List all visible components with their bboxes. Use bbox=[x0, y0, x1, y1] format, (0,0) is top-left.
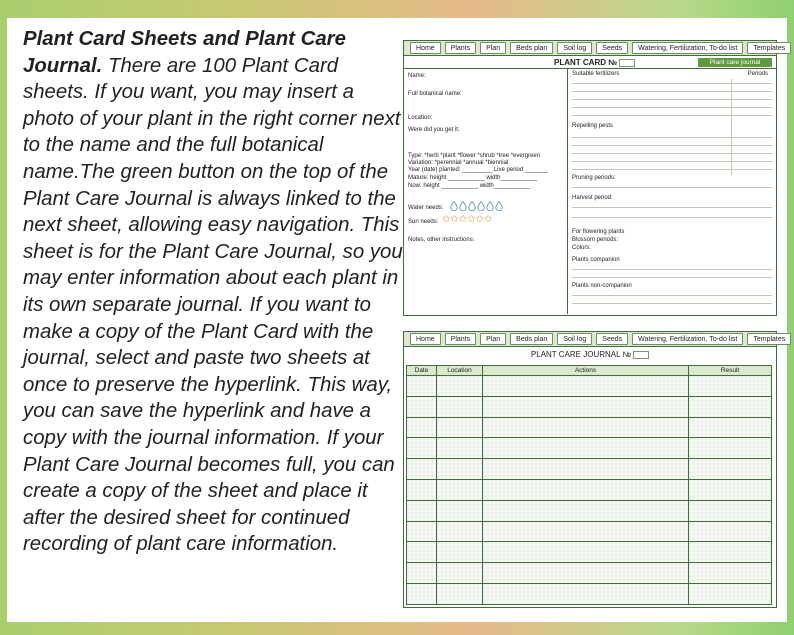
table-row bbox=[407, 459, 772, 480]
journal-header-row bbox=[407, 366, 772, 376]
nav-plan-button[interactable]: Plan bbox=[480, 42, 506, 54]
table-cell[interactable] bbox=[407, 479, 437, 500]
blossom-label: Blossom periods: bbox=[572, 237, 619, 243]
table-cell[interactable] bbox=[407, 583, 437, 604]
table-row bbox=[407, 438, 772, 459]
table-cell[interactable] bbox=[483, 563, 689, 584]
table-row bbox=[407, 563, 772, 584]
nav-bar-bottom bbox=[404, 332, 786, 347]
description-text bbox=[23, 26, 403, 558]
nav-home-button[interactable]: Home bbox=[410, 42, 441, 54]
description-heading: Plant Card Sheets and Plant Care Journal. bbox=[23, 28, 346, 77]
table-row bbox=[407, 376, 772, 397]
pest-line bbox=[572, 161, 772, 162]
type-label: Type: *herb *plant *flower *shrub *tree *evergreen bbox=[408, 153, 541, 159]
table-cell[interactable] bbox=[437, 438, 483, 459]
nav-beds-plan-button[interactable]: Beds plan bbox=[510, 333, 553, 345]
table-cell[interactable] bbox=[483, 521, 689, 542]
table-cell[interactable] bbox=[407, 396, 437, 417]
fertilizer-line bbox=[572, 99, 772, 100]
year-planted-label: Year (date) planted: _________ Live period _______ bbox=[408, 167, 549, 173]
nav-templates-button[interactable]: Templates bbox=[747, 333, 791, 345]
table-row bbox=[407, 500, 772, 521]
location-label: Location: bbox=[408, 115, 433, 121]
table-cell[interactable] bbox=[437, 542, 483, 563]
nav-plants-button[interactable]: Plants bbox=[445, 333, 476, 345]
table-cell[interactable] bbox=[689, 583, 772, 604]
plant-card-title: PLANT CARD № bbox=[554, 58, 635, 67]
companion-label: Plants companion bbox=[572, 257, 620, 263]
nav-soil-log-button[interactable]: Soil log bbox=[557, 333, 592, 345]
flowering-label: For flowering plants bbox=[572, 229, 625, 235]
companion-line bbox=[572, 277, 772, 278]
card-title-row bbox=[404, 56, 776, 68]
table-cell[interactable] bbox=[437, 376, 483, 397]
table-cell[interactable] bbox=[483, 396, 689, 417]
sun-star-icon[interactable]: ✩ bbox=[475, 214, 484, 225]
plant-care-journal-button[interactable]: Plant care journal bbox=[698, 58, 772, 67]
table-cell[interactable] bbox=[689, 500, 772, 521]
table-cell[interactable] bbox=[407, 542, 437, 563]
table-cell[interactable] bbox=[407, 521, 437, 542]
where-label: Were did you get it: bbox=[408, 127, 460, 133]
table-cell[interactable] bbox=[689, 479, 772, 500]
col-date: Date bbox=[407, 366, 437, 376]
plant-card-sheet bbox=[403, 40, 786, 316]
non-companion-line bbox=[572, 303, 772, 304]
fertilizer-line bbox=[572, 91, 772, 92]
pest-line bbox=[572, 153, 772, 154]
table-cell[interactable] bbox=[689, 542, 772, 563]
table-cell[interactable] bbox=[483, 417, 689, 438]
nav-plants-button[interactable]: Plants bbox=[445, 42, 476, 54]
table-cell[interactable] bbox=[483, 500, 689, 521]
notes-label: Notes, other instructions: bbox=[408, 237, 475, 243]
water-drop-icon[interactable] bbox=[468, 201, 476, 211]
water-drop-icon[interactable] bbox=[486, 201, 494, 211]
nav-seeds-button[interactable]: Seeds bbox=[596, 42, 628, 54]
nav-home-button[interactable]: Home bbox=[410, 333, 441, 345]
fertilizer-line bbox=[572, 107, 772, 108]
plant-care-journal-sheet bbox=[403, 331, 786, 608]
non-companion-line bbox=[572, 295, 772, 296]
card-number-box[interactable] bbox=[619, 59, 635, 67]
card-body bbox=[404, 68, 776, 314]
pest-line bbox=[572, 169, 772, 170]
sun-star-icon[interactable]: ✩ bbox=[483, 214, 493, 225]
table-cell[interactable] bbox=[437, 563, 483, 584]
harvest-line bbox=[572, 217, 772, 218]
botanical-name-label: Full botanical name: bbox=[408, 91, 462, 97]
sun-star-icon[interactable]: ✩ bbox=[467, 214, 476, 225]
pests-label: Repelling pests bbox=[572, 123, 614, 129]
colors-label: Colors: bbox=[572, 245, 592, 251]
table-cell[interactable] bbox=[437, 500, 483, 521]
table-cell[interactable] bbox=[689, 376, 772, 397]
periods-label: Periods bbox=[747, 71, 768, 77]
table-row bbox=[407, 542, 772, 563]
journal-number-box[interactable] bbox=[633, 351, 649, 359]
water-drop-icon[interactable] bbox=[450, 201, 458, 211]
col-location: Location bbox=[437, 366, 483, 376]
harvest-line bbox=[572, 207, 772, 208]
table-cell[interactable] bbox=[437, 583, 483, 604]
nav-templates-button[interactable]: Templates bbox=[747, 42, 791, 54]
fertilizers-label: Suitable fertilizers bbox=[572, 71, 620, 77]
table-cell[interactable] bbox=[483, 459, 689, 480]
water-drop-icon[interactable] bbox=[459, 201, 467, 211]
non-companion-label: Plants non-companion bbox=[572, 283, 632, 289]
table-cell[interactable] bbox=[407, 500, 437, 521]
table-cell[interactable] bbox=[407, 376, 437, 397]
table-row bbox=[407, 583, 772, 604]
table-cell[interactable] bbox=[483, 479, 689, 500]
col-result: Result bbox=[689, 366, 772, 376]
table-cell[interactable] bbox=[437, 459, 483, 480]
table-cell[interactable] bbox=[689, 438, 772, 459]
variation-label: Variation: *perennial *annual *biennial bbox=[408, 160, 509, 166]
companion-line bbox=[572, 269, 772, 270]
sun-star-icon[interactable]: ✩ bbox=[442, 214, 451, 225]
water-needs-label: Water needs: bbox=[408, 205, 444, 211]
table-cell[interactable] bbox=[483, 583, 689, 604]
table-cell[interactable] bbox=[437, 396, 483, 417]
table-cell[interactable] bbox=[437, 479, 483, 500]
table-row bbox=[407, 396, 772, 417]
table-cell[interactable] bbox=[483, 438, 689, 459]
journal-table bbox=[406, 365, 772, 605]
fertilizer-line bbox=[572, 115, 772, 116]
table-cell[interactable] bbox=[689, 459, 772, 480]
journal-title: PLANT CARE JOURNAL № bbox=[404, 350, 776, 359]
water-drop-icon[interactable] bbox=[477, 201, 485, 211]
nav-bar-top bbox=[404, 41, 786, 56]
table-cell[interactable] bbox=[483, 376, 689, 397]
name-label: Name: bbox=[408, 73, 426, 79]
water-drop-icon[interactable] bbox=[495, 201, 503, 211]
pruning-line bbox=[572, 187, 772, 188]
card-right-column bbox=[569, 69, 776, 314]
nav-beds-plan-button[interactable]: Beds plan bbox=[510, 42, 553, 54]
current-size-label: Now: height ___________ width___________ bbox=[408, 183, 531, 189]
sun-rating[interactable] bbox=[442, 215, 492, 225]
fertilizer-line bbox=[572, 83, 772, 84]
table-row bbox=[407, 479, 772, 500]
table-cell[interactable] bbox=[407, 459, 437, 480]
col-actions: Actions bbox=[483, 366, 689, 376]
sun-star-icon[interactable]: ✩ bbox=[458, 214, 468, 225]
table-cell[interactable] bbox=[689, 563, 772, 584]
table-cell[interactable] bbox=[689, 521, 772, 542]
mature-size-label: Mature: height ___________ width___________ bbox=[408, 175, 538, 181]
product-canvas bbox=[7, 18, 787, 622]
table-cell[interactable] bbox=[407, 417, 437, 438]
pest-line bbox=[572, 137, 772, 138]
description-body: There are 100 Plant Card sheets. If you want, you may insert a photo of your plant in the right corner next to the name and the full botanical name.The green button on the top of the Plant Care Journal is always linked to the next sheet, allowing easy navigation. This sheet is for the Plant Care Journal, so you may enter information about each plant in its own separate journal. If you want to make a copy of the Plant Card with the journal, select and paste two sheets at once to preserve the hyperlink. This way, you can save the hyperlink and have a copy with the journal information. If your Plant Care Journal becomes full, you can create a copy of the sheet and place it after the desired sheet for continued recording of plant care information. bbox=[23, 54, 403, 556]
table-row bbox=[407, 417, 772, 438]
table-cell[interactable] bbox=[483, 542, 689, 563]
table-cell[interactable] bbox=[407, 563, 437, 584]
sun-star-icon[interactable]: ✩ bbox=[450, 214, 459, 225]
nav-watering-button[interactable]: Watering, Fertilization, To-do list bbox=[632, 42, 743, 54]
nav-watering-button[interactable]: Watering, Fertilization, To-do list bbox=[632, 333, 743, 345]
table-cell[interactable] bbox=[437, 521, 483, 542]
table-cell[interactable] bbox=[689, 417, 772, 438]
harvest-label: Harvest period: bbox=[572, 195, 613, 201]
table-cell[interactable] bbox=[689, 396, 772, 417]
water-drops-rating[interactable] bbox=[450, 201, 503, 211]
table-row bbox=[407, 521, 772, 542]
table-cell[interactable] bbox=[407, 438, 437, 459]
nav-seeds-button[interactable]: Seeds bbox=[596, 333, 628, 345]
nav-plan-button[interactable]: Plan bbox=[480, 333, 506, 345]
sun-needs-label: Sun needs: bbox=[408, 219, 439, 225]
card-left-column bbox=[404, 69, 568, 314]
pruning-label: Pruning periods: bbox=[572, 175, 616, 181]
table-cell[interactable] bbox=[437, 417, 483, 438]
nav-soil-log-button[interactable]: Soil log bbox=[557, 42, 592, 54]
pest-line bbox=[572, 145, 772, 146]
